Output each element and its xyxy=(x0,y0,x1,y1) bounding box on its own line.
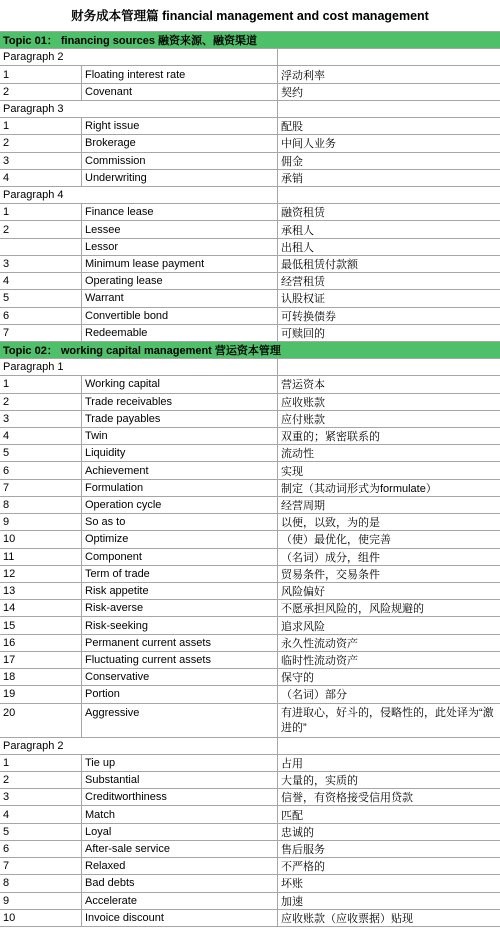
chinese-translation: 承租人 xyxy=(281,224,314,237)
chinese-translation: 佣金 xyxy=(281,155,303,168)
table-row xyxy=(0,325,500,342)
row-number: 6 xyxy=(0,462,82,478)
row-number: 14 xyxy=(0,600,82,616)
paragraph-header-row xyxy=(0,49,500,66)
vocabulary-table xyxy=(0,32,500,927)
row-number: 5 xyxy=(0,445,82,461)
chinese-translation: 认股权证 xyxy=(281,293,325,306)
table-row xyxy=(0,118,500,135)
table-row xyxy=(0,617,500,634)
english-term: Bad debts xyxy=(82,875,278,891)
english-term: Risk-seeking xyxy=(82,617,278,633)
english-term: Brokerage xyxy=(82,135,278,151)
english-term: Redeemable xyxy=(82,325,278,341)
english-term: Lessee xyxy=(82,221,278,237)
row-number: 7 xyxy=(0,325,82,341)
english-term: Achievement xyxy=(82,462,278,478)
row-number: 16 xyxy=(0,635,82,651)
english-term: Optimize xyxy=(82,531,278,547)
chinese-translation: 应收账款（应收票据）贴现 xyxy=(281,912,413,925)
table-row xyxy=(0,135,500,152)
english-term: Operating lease xyxy=(82,273,278,289)
paragraph-label: Paragraph 4 xyxy=(0,187,278,203)
english-term: Invoice discount xyxy=(82,910,278,926)
table-row xyxy=(0,66,500,83)
table-row xyxy=(0,841,500,858)
empty-cell xyxy=(278,738,500,754)
table-row xyxy=(0,170,500,187)
english-term: Underwriting xyxy=(82,170,278,186)
chinese-translation: 以便，以致，为的是 xyxy=(281,517,380,530)
chinese-translation: 应收账款 xyxy=(281,396,325,409)
chinese-translation: 应付账款 xyxy=(281,413,325,426)
row-number: 2 xyxy=(0,221,82,237)
paragraph-header-row xyxy=(0,101,500,118)
row-number: 10 xyxy=(0,910,82,926)
chinese-translation: 售后服务 xyxy=(281,843,325,856)
english-term: Right issue xyxy=(82,118,278,134)
table-row xyxy=(0,308,500,325)
chinese-translation: （使）最优化，使完善 xyxy=(281,534,391,547)
row-number xyxy=(0,239,82,255)
row-number: 18 xyxy=(0,669,82,685)
chinese-translation: 可转换债券 xyxy=(281,310,336,323)
row-number: 1 xyxy=(0,755,82,771)
table-row xyxy=(0,686,500,703)
empty-cell xyxy=(278,49,500,65)
table-row xyxy=(0,652,500,669)
chinese-translation: 追求风险 xyxy=(281,620,325,633)
english-term: Term of trade xyxy=(82,566,278,582)
table-row xyxy=(0,583,500,600)
table-row xyxy=(0,566,500,583)
row-number: 4 xyxy=(0,170,82,186)
table-row xyxy=(0,910,500,927)
row-number: 12 xyxy=(0,566,82,582)
chinese-translation: 营运资本 xyxy=(281,379,325,392)
english-term: Accelerate xyxy=(82,893,278,909)
paragraph-header-row xyxy=(0,187,500,204)
table-row xyxy=(0,480,500,497)
table-row xyxy=(0,411,500,428)
english-term: Commission xyxy=(82,153,278,169)
table-row xyxy=(0,239,500,256)
row-number: 2 xyxy=(0,772,82,788)
topic-label: Topic 01： financing sources 融资来源、融资渠道 xyxy=(3,35,258,48)
english-term: Permanent current assets xyxy=(82,635,278,651)
english-term: Trade receivables xyxy=(82,394,278,410)
table-row xyxy=(0,204,500,221)
table-row xyxy=(0,462,500,479)
english-term: Component xyxy=(82,549,278,565)
empty-cell xyxy=(278,359,500,375)
table-row xyxy=(0,428,500,445)
table-row xyxy=(0,153,500,170)
table-row xyxy=(0,669,500,686)
paragraph-header-row xyxy=(0,359,500,376)
table-row xyxy=(0,824,500,841)
row-number: 4 xyxy=(0,806,82,822)
row-number: 3 xyxy=(0,153,82,169)
row-number: 1 xyxy=(0,118,82,134)
chinese-translation: 承销 xyxy=(281,172,303,185)
row-number: 3 xyxy=(0,789,82,805)
english-term: Trade payables xyxy=(82,411,278,427)
chinese-translation: 有进取心，好斗的，侵略性的，此处译为“激进的” xyxy=(281,706,494,734)
english-term: Working capital xyxy=(82,376,278,392)
table-row xyxy=(0,497,500,514)
topic-header-row xyxy=(0,32,500,49)
english-term: Twin xyxy=(82,428,278,444)
paragraph-label: Paragraph 2 xyxy=(0,738,278,754)
row-number: 1 xyxy=(0,204,82,220)
chinese-translation: 永久性流动资产 xyxy=(281,637,358,650)
row-number: 9 xyxy=(0,893,82,909)
table-row xyxy=(0,273,500,290)
english-term: Relaxed xyxy=(82,858,278,874)
english-term: Covenant xyxy=(82,84,278,100)
chinese-translation: 经营周期 xyxy=(281,500,325,513)
chinese-translation: 融资租赁 xyxy=(281,207,325,220)
row-number: 17 xyxy=(0,652,82,668)
row-number: 1 xyxy=(0,376,82,392)
row-number: 3 xyxy=(0,256,82,272)
english-term: Substantial xyxy=(82,772,278,788)
row-number: 2 xyxy=(0,84,82,100)
chinese-translation: 中间人业务 xyxy=(281,138,336,151)
chinese-translation: 最低租赁付款额 xyxy=(281,258,358,271)
table-row xyxy=(0,514,500,531)
topic-header-row xyxy=(0,342,500,359)
row-number: 1 xyxy=(0,66,82,82)
chinese-translation: 实现 xyxy=(281,465,303,478)
chinese-translation: （名词）成分，组件 xyxy=(281,551,380,564)
chinese-translation: 出租人 xyxy=(281,241,314,254)
english-term: Portion xyxy=(82,686,278,702)
row-number: 19 xyxy=(0,686,82,702)
chinese-translation: 临时性流动资产 xyxy=(281,654,358,667)
table-row xyxy=(0,858,500,875)
english-term: Conservative xyxy=(82,669,278,685)
english-term: Risk-averse xyxy=(82,600,278,616)
empty-cell xyxy=(278,101,500,117)
row-number: 8 xyxy=(0,875,82,891)
english-term: Warrant xyxy=(82,290,278,306)
row-number: 4 xyxy=(0,273,82,289)
table-row xyxy=(0,635,500,652)
row-number: 10 xyxy=(0,531,82,547)
table-row xyxy=(0,84,500,101)
row-number: 3 xyxy=(0,411,82,427)
table-row xyxy=(0,806,500,823)
row-number: 11 xyxy=(0,549,82,565)
row-number: 6 xyxy=(0,841,82,857)
english-term: Floating interest rate xyxy=(82,66,278,82)
row-number: 7 xyxy=(0,480,82,496)
chinese-translation: 双重的；紧密联系的 xyxy=(281,431,380,444)
table-row xyxy=(0,445,500,462)
chinese-translation: 制定（其动词形式为formulate） xyxy=(281,482,437,495)
english-term: Finance lease xyxy=(82,204,278,220)
english-term: Operation cycle xyxy=(82,497,278,513)
english-term: Lessor xyxy=(82,239,278,255)
table-row xyxy=(0,394,500,411)
chinese-translation: 信誉，有资格接受信用贷款 xyxy=(281,792,413,805)
chinese-translation: 贸易条件，交易条件 xyxy=(281,568,380,581)
chinese-translation: 忠诚的 xyxy=(281,826,314,839)
english-term: Match xyxy=(82,806,278,822)
row-number: 15 xyxy=(0,617,82,633)
english-term: Convertible bond xyxy=(82,308,278,324)
english-term: Aggressive xyxy=(82,704,278,737)
english-term: Minimum lease payment xyxy=(82,256,278,272)
table-row xyxy=(0,704,500,738)
chinese-translation: 保守的 xyxy=(281,672,314,685)
row-number: 7 xyxy=(0,858,82,874)
english-term: Liquidity xyxy=(82,445,278,461)
chinese-translation: 可赎回的 xyxy=(281,327,325,340)
row-number: 20 xyxy=(0,704,82,737)
english-term: Fluctuating current assets xyxy=(82,652,278,668)
paragraph-header-row xyxy=(0,738,500,755)
chinese-translation: 占用 xyxy=(281,757,303,770)
chinese-translation: 配股 xyxy=(281,121,303,134)
table-row xyxy=(0,376,500,393)
paragraph-label: Paragraph 1 xyxy=(0,359,278,375)
chinese-translation: 不严格的 xyxy=(281,861,325,874)
row-number: 9 xyxy=(0,514,82,530)
english-term: Formulation xyxy=(82,480,278,496)
row-number: 2 xyxy=(0,394,82,410)
english-term: Tie up xyxy=(82,755,278,771)
sheet-title: 财务成本管理篇 financial management and cost management xyxy=(0,0,500,32)
table-row xyxy=(0,893,500,910)
table-row xyxy=(0,549,500,566)
chinese-translation: 不愿承担风险的，风险规避的 xyxy=(281,603,424,616)
topic-label: Topic 02： working capital management 营运资本管理 xyxy=(3,345,281,358)
table-row xyxy=(0,531,500,548)
row-number: 13 xyxy=(0,583,82,599)
chinese-translation: 浮动利率 xyxy=(281,69,325,82)
table-row xyxy=(0,290,500,307)
table-row xyxy=(0,221,500,238)
row-number: 2 xyxy=(0,135,82,151)
row-number: 8 xyxy=(0,497,82,513)
row-number: 6 xyxy=(0,308,82,324)
table-row xyxy=(0,789,500,806)
row-number: 4 xyxy=(0,428,82,444)
table-row xyxy=(0,600,500,617)
table-row xyxy=(0,772,500,789)
table-row xyxy=(0,256,500,273)
table-row xyxy=(0,875,500,892)
chinese-translation: 坏账 xyxy=(281,878,303,891)
row-number: 5 xyxy=(0,290,82,306)
english-term: So as to xyxy=(82,514,278,530)
english-term: Risk appetite xyxy=(82,583,278,599)
chinese-translation: 匹配 xyxy=(281,809,303,822)
chinese-translation: 流动性 xyxy=(281,448,314,461)
empty-cell xyxy=(278,187,500,203)
table-row xyxy=(0,755,500,772)
chinese-translation: 契约 xyxy=(281,86,303,99)
paragraph-label: Paragraph 2 xyxy=(0,49,278,65)
chinese-translation: 经营租赁 xyxy=(281,276,325,289)
paragraph-label: Paragraph 3 xyxy=(0,101,278,117)
chinese-translation: 风险偏好 xyxy=(281,586,325,599)
chinese-translation: 加速 xyxy=(281,895,303,908)
chinese-translation: 大量的，实质的 xyxy=(281,775,358,788)
english-term: Loyal xyxy=(82,824,278,840)
chinese-translation: （名词）部分 xyxy=(281,689,347,702)
english-term: After-sale service xyxy=(82,841,278,857)
row-number: 5 xyxy=(0,824,82,840)
english-term: Creditworthiness xyxy=(82,789,278,805)
